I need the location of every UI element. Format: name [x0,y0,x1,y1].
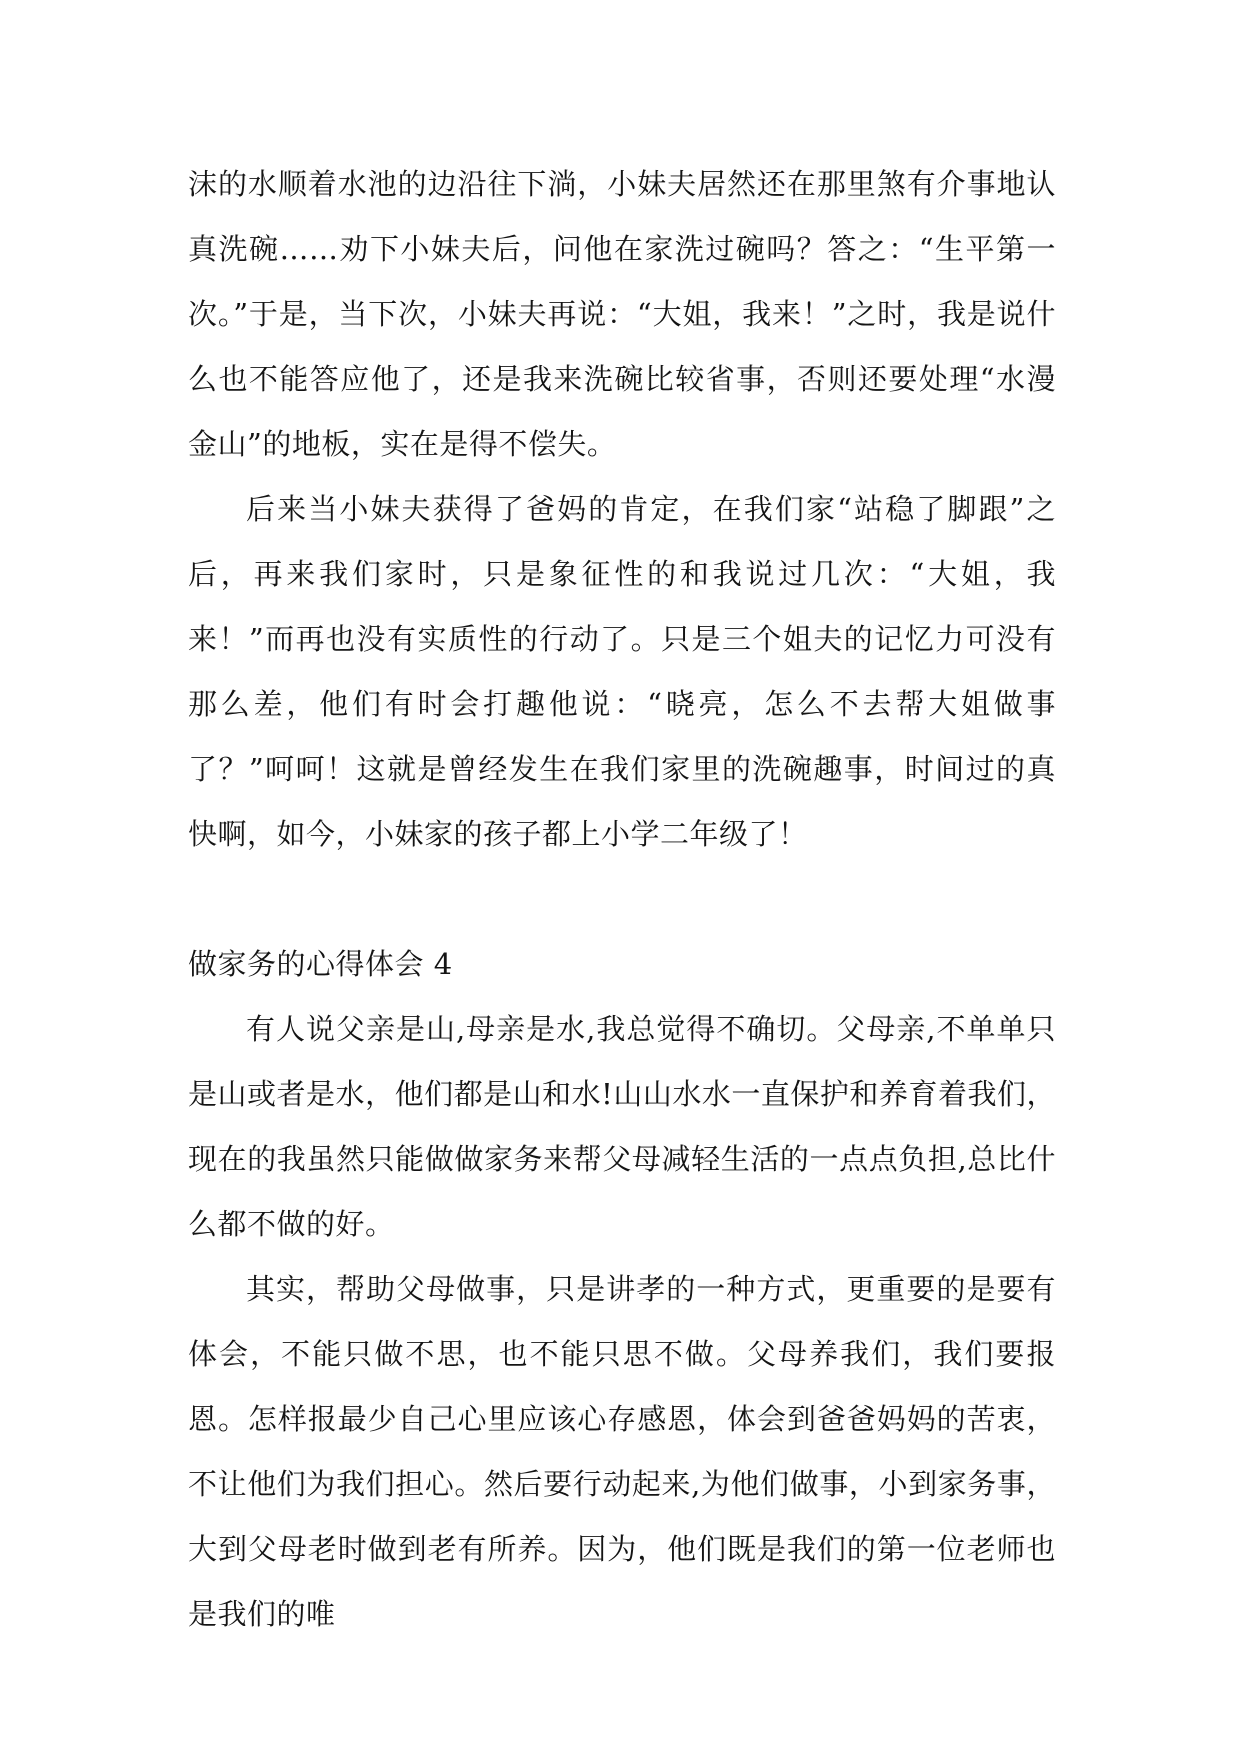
section-title: 做家务的心得体会 4 [188,947,453,981]
paragraph-2: 后来当小妹夫获得了爸妈的肯定，在我们家“站稳了脚跟”之后，再来我们家时，只是象征性的和我说过几次：“大姐，我来！”而再也没有实质性的行动了。只是三个姐夫的记忆力可没有那么差，他们有时会打趣他说：“晓亮，怎么不去帮大姐做事了？”呵呵！这就是曾经发生在我们家里的洗碗趣事，时间过的真快啊，如今，小妹家的孩子都上小学二年级了！ [188,492,1056,851]
paragraph-1: 沫的水顺着水池的边沿往下淌，小妹夫居然还在那里煞有介事地认真洗碗……劝下小妹夫后，问他在家洗过碗吗？答之：“生平第一次。”于是，当下次，小妹夫再说：“大姐，我来！”之时，我是说什么也不能答应他了，还是我来洗碗比较省事，否则还要处理“水漫金山”的地板，实在是得不偿失。 [188,167,1056,461]
paragraph-3: 有人说父亲是山,母亲是水,我总觉得不确切。父母亲,不单单只是山或者是水，他们都是山和水!山山水水一直保护和养育着我们，现在的我虽然只能做做家务来帮父母减轻生活的一点点负担,总比什么都不做的好。 [188,1012,1056,1241]
paragraph-4: 其实，帮助父母做事，只是讲孝的一种方式，更重要的是要有体会，不能只做不思，也不能只思不做。父母养我们，我们要报恩。怎样报最少自己心里应该心存感恩，体会到爸爸妈妈的苦衷，不让他们为我们担心。然后要行动起来,为他们做事，小到家务事，大到父母老时做到老有所养。因为，他们既是我们的第一位老师也是我们的唯 [188,1272,1056,1631]
document-body [188,152,1056,1647]
